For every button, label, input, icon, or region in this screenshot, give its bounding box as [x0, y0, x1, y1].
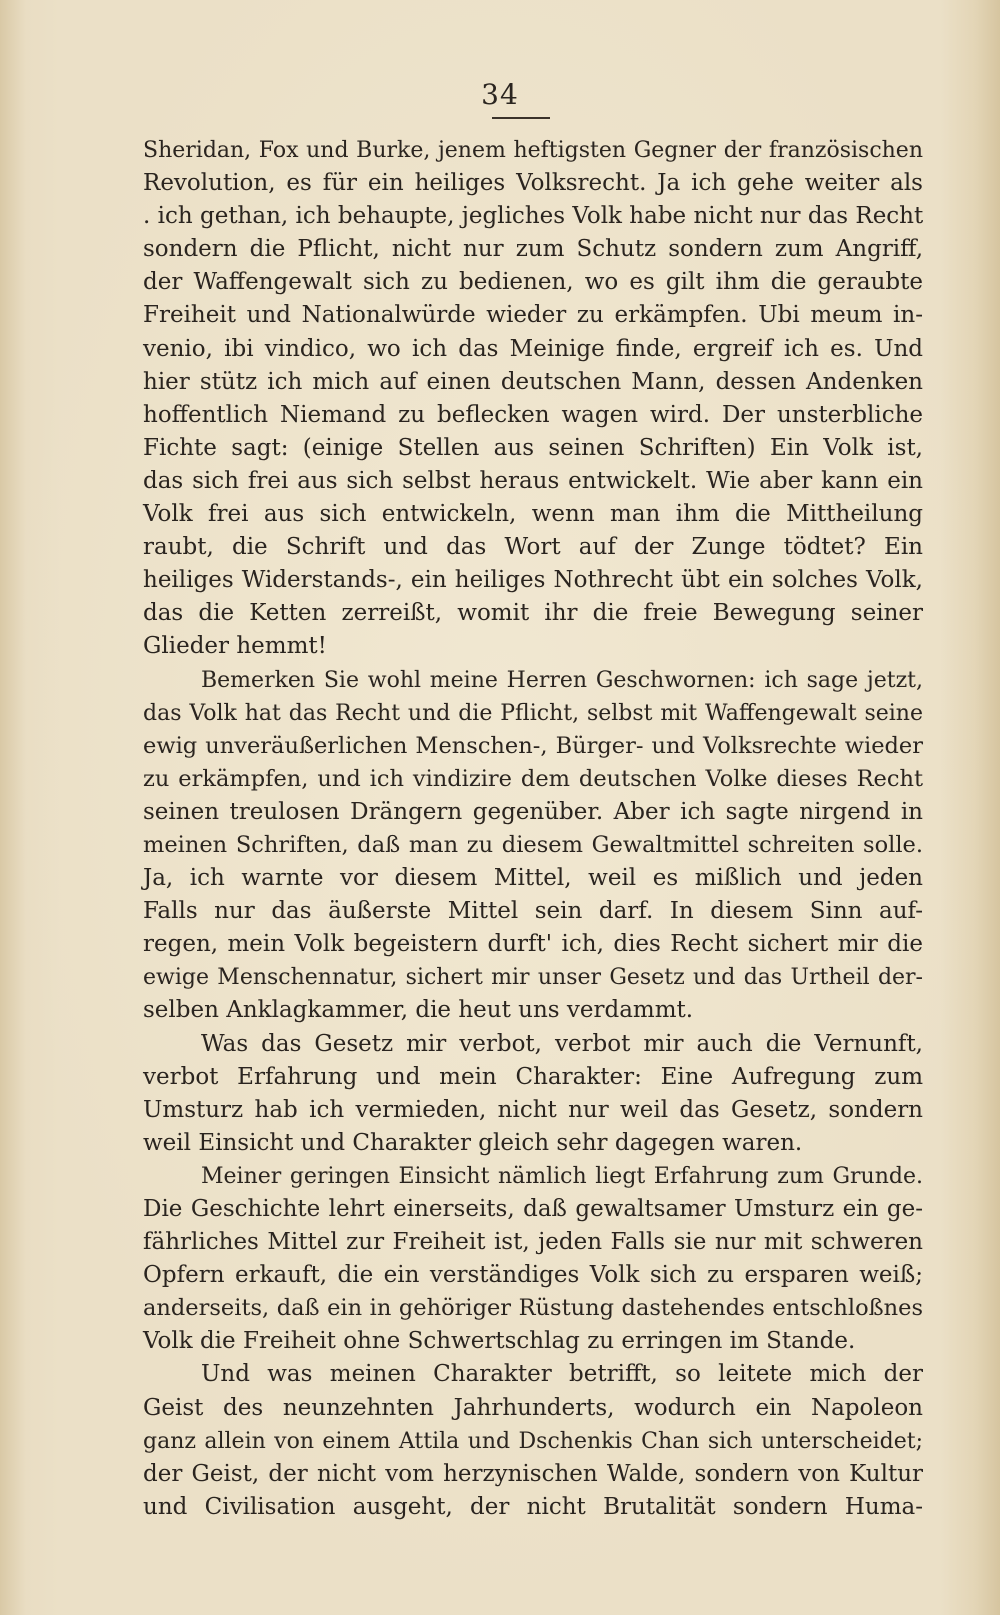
text-line: heiliges Widerstands-, ein heiliges Nothrecht übt ein solches Volk, — [143, 567, 923, 594]
text-line: hoffentlich Niemand zu beflecken wagen wird. Der unsterbliche — [143, 401, 923, 428]
text-line: das Volk hat das Recht und die Pflicht, selbst mit Waffengewalt seine — [143, 700, 923, 726]
body-text — [143, 134, 923, 1524]
text-line: Opfern erkauft, die ein verständiges Volk sich zu ersparen weiß; — [143, 1262, 923, 1289]
text-line: raubt, die Schrift und das Wort auf der Zunge tödtet? Ein — [143, 534, 923, 561]
text-line: Glieder hemmt! — [143, 633, 327, 660]
text-line: Ja, ich warnte vor diesem Mittel, weil es mißlich und jeden — [143, 865, 923, 892]
text-line: Sheridan, Fox und Burke, jenem heftigsten Gegner der französischen — [143, 138, 923, 163]
text-line: weil Einsicht und Charakter gleich sehr dagegen waren. — [143, 1129, 803, 1156]
text-line: anderseits, daß ein in gehöriger Rüstung dastehendes entschloßnes — [143, 1295, 923, 1322]
page-number: 34 — [481, 78, 519, 111]
text-line: Geist des neunzehnten Jahrhunderts, wodurch ein Napoleon — [143, 1394, 923, 1421]
text-line: zu erkämpfen, und ich vindizire dem deutschen Volke dieses Recht — [143, 765, 923, 792]
text-line: ewig unveräußerlichen Menschen-, Bürger- und Volksrechte wieder — [143, 732, 923, 759]
text-line: Freiheit und Nationalwürde wieder zu erkämpfen. Ubi meum in- — [143, 302, 923, 329]
text-line: das sich frei aus sich selbst heraus entwickelt. Wie aber kann ein — [143, 467, 923, 494]
text-line: . ich gethan, ich behaupte, jegliches Volk habe nicht nur das Recht — [143, 203, 924, 230]
text-line: Volk die Freiheit ohne Schwertschlag zu erringen im Stande. — [143, 1328, 856, 1355]
text-line: Und was meinen Charakter betrifft, so leitete mich der — [201, 1361, 923, 1388]
text-line: Bemerken Sie wohl meine Herren Geschwornen: ich sage jetzt, — [201, 667, 923, 693]
text-line: Revolution, es für ein heiliges Volksrecht. Ja ich gehe weiter als — [143, 170, 923, 197]
text-line: Umsturz hab ich vermieden, nicht nur weil das Gesetz, sondern — [143, 1096, 923, 1123]
text-line: fährliches Mittel zur Freiheit ist, jeden Falls sie nur mit schweren — [143, 1229, 923, 1256]
text-line: Was das Gesetz mir verbot, verbot mir auch die Vernunft, — [201, 1030, 923, 1057]
text-line: und Civilisation ausgeht, der nicht Brutalität sondern Huma- — [143, 1493, 923, 1520]
text-line: ewige Menschennatur, sichert mir unser Gesetz und das Urtheil der- — [143, 965, 923, 991]
text-line: Die Geschichte lehrt einerseits, daß gewaltsamer Umsturz ein ge- — [143, 1196, 923, 1222]
text-line: Fichte sagt: (einige Stellen aus seinen Schriften) Ein Volk ist, — [143, 434, 923, 461]
text-line: Falls nur das äußerste Mittel sein darf. In diesem Sinn auf- — [143, 898, 923, 925]
text-line: seinen treulosen Drängern gegenüber. Aber ich sagte nirgend in — [143, 798, 923, 825]
text-line: sondern die Pflicht, nicht nur zum Schutz sondern zum Angriff, — [143, 236, 923, 263]
text-line: der Waffengewalt sich zu bedienen, wo es gilt ihm die geraubte — [143, 269, 923, 296]
text-line: Volk frei aus sich entwickeln, wenn man ihm die Mittheilung — [143, 501, 923, 528]
page-number-rule — [492, 117, 550, 119]
text-line: hier stütz ich mich auf einen deutschen Mann, dessen Andenken — [143, 368, 923, 395]
text-line: der Geist, der nicht vom herzynischen Walde, sondern von Kultur — [143, 1460, 923, 1487]
text-line: selben Anklagkammer, die heut uns verdammt. — [143, 997, 694, 1024]
text-line: das die Ketten zerreißt, womit ihr die freie Bewegung seiner — [143, 600, 923, 627]
text-line: Meiner geringen Einsicht nämlich liegt Erfahrung zum Grunde. — [201, 1163, 923, 1189]
text-line: verbot Erfahrung und mein Charakter: Eine Aufregung zum — [143, 1063, 923, 1090]
text-line: ganz allein von einem Attila und Dschenkis Chan sich unterscheidet; — [143, 1428, 923, 1454]
text-line: regen, mein Volk begeistern durft' ich, dies Recht sichert mir die — [143, 931, 923, 958]
text-line: venio, ibi vindico, wo ich das Meinige finde, ergreif ich es. Und — [143, 335, 923, 362]
text-line: meinen Schriften, daß man zu diesem Gewaltmittel schreiten solle. — [143, 831, 923, 858]
